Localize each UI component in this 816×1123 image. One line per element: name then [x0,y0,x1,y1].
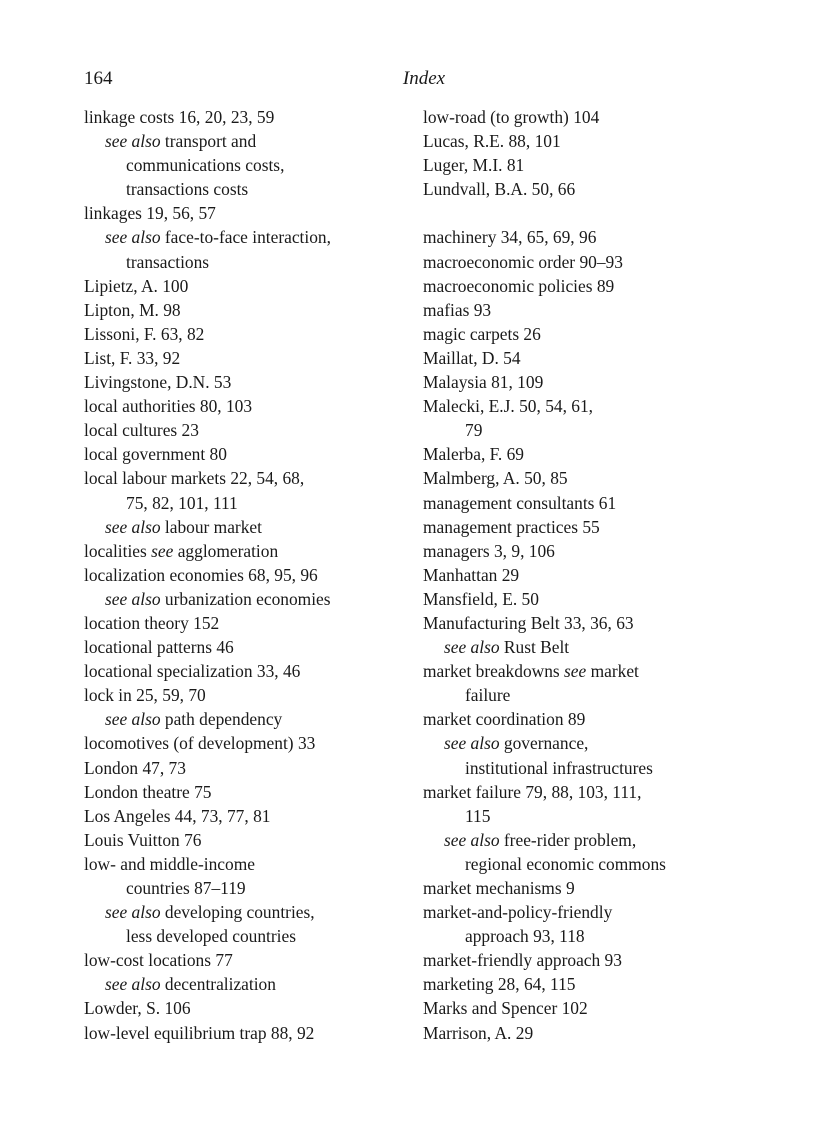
index-entry [423,587,743,611]
entry-reference: agglomeration [173,540,279,561]
index-entry [423,948,743,972]
index-entry [423,900,743,924]
see-also-label: see also [105,709,161,730]
page-header [84,68,734,96]
entry-text: London theatre 75 [84,781,212,802]
index-entry [423,972,743,996]
entry-text: management consultants 61 [423,492,617,513]
entry-text: approach 93, 118 [465,926,585,947]
index-entry [423,707,743,731]
entry-text: 75, 82, 101, 111 [126,492,238,513]
see-also-label: see also [105,588,161,609]
index-entry [84,780,404,804]
index-entry [84,659,404,683]
entry-text: market coordination 89 [423,709,586,730]
entry-text: Manufacturing Belt 33, 36, 63 [423,612,634,633]
index-entry [84,539,404,563]
index-entry [423,683,743,707]
entry-text: urbanization economies [160,588,331,609]
entry-text: low- and middle-income [84,853,255,874]
entry-text: marketing 28, 64, 115 [423,974,576,995]
index-entry [423,153,743,177]
entry-text: magic carpets 26 [423,323,541,344]
entry-text: low-cost locations 77 [84,950,233,971]
entry-text: local government 80 [84,444,227,465]
entry-text: Malerba, F. 69 [423,444,524,465]
index-entry [84,804,404,828]
see-also-label: see also [444,733,500,754]
index-entry [84,948,404,972]
index-entry [423,780,743,804]
entry-text: Lundvall, B.A. 50, 66 [423,179,576,200]
entry-text: Malecki, E.J. 50, 54, 61, [423,396,594,417]
entry-text: local cultures 23 [84,420,199,441]
index-entry [423,466,743,490]
index-entry [84,1021,404,1045]
entry-text: locomotives (of development) 33 [84,733,316,754]
entry-text: countries 87–119 [126,878,246,898]
see-also-label: see also [105,227,161,248]
index-entry [423,996,743,1020]
index-entry [84,683,404,707]
see-label: see [151,540,174,561]
entry-text: machinery 34, 65, 69, 96 [423,227,597,248]
index-entry [423,539,743,563]
index-entry [423,177,743,201]
letter-gap [423,201,743,225]
entry-text: lock in 25, 59, 70 [84,685,206,706]
entry-text: market failure 79, 88, 103, 111, [423,781,642,802]
index-column-left [84,105,404,1045]
entry-text: management practices 55 [423,516,600,537]
index-entry [423,635,743,659]
index-entry [84,707,404,731]
entry-text: less developed countries [126,926,296,947]
entry-text: market mechanisms 9 [423,878,575,898]
entry-text: Rust Belt [499,637,570,658]
index-entry [84,105,404,129]
entry-text: Lowder, S. 106 [84,998,191,1019]
index-entry [84,274,404,298]
index-entry [84,346,404,370]
entry-text: free-rider problem, [499,829,637,850]
index-entry [423,370,743,394]
index-entry [84,924,404,948]
index-entry [84,201,404,225]
index-entry [423,129,743,153]
entry-text: Lipton, M. 98 [84,299,181,320]
index-entry [423,491,743,515]
entry-text: managers 3, 9, 106 [423,540,555,561]
index-entry [423,828,743,852]
index-entry [423,250,743,274]
index-entry [84,466,404,490]
index-entry [84,129,404,153]
index-entry [84,587,404,611]
entry-text: Manhattan 29 [423,564,520,585]
entry-text: 115 [465,805,491,826]
index-entry [423,274,743,298]
index-entry [84,418,404,442]
index-entry [423,924,743,948]
entry-text: Maillat, D. 54 [423,347,521,368]
entry-text: Livingstone, D.N. 53 [84,372,232,393]
entry-text: labour market [160,516,262,537]
index-entry [423,852,743,876]
entry-text: transactions costs [126,179,249,200]
index-entry [84,370,404,394]
index-entry [84,153,404,177]
entry-text: locational specialization 33, 46 [84,661,301,682]
index-entry [84,876,404,900]
entry-text: 79 [465,420,483,441]
entry-text: low-level equilibrium trap 88, 92 [84,1022,315,1043]
index-entry [84,563,404,587]
entry-text: low-road (to growth) 104 [423,107,600,127]
entry-text: communications costs, [126,155,285,176]
entry-text: Louis Vuitton 76 [84,829,202,850]
index-entry [423,876,743,900]
entry-text: macroeconomic order 90–93 [423,251,623,272]
see-also-label: see also [105,516,161,537]
entry-text: governance, [499,733,589,754]
index-entry [423,563,743,587]
entry-text: path dependency [160,709,283,730]
entry-text: mafias 93 [423,299,492,320]
page-title: Index [402,68,446,89]
entry-text: linkage costs 16, 20, 23, 59 [84,107,275,127]
entry-text: transactions [126,251,210,272]
index-entry [84,996,404,1020]
see-label: see [564,661,587,682]
entry-text: face-to-face interaction, [160,227,331,248]
entry-text: decentralization [160,974,276,995]
index-entry [84,635,404,659]
entry-text: Marks and Spencer 102 [423,998,588,1019]
index-entry [423,1021,743,1045]
index-entry [423,442,743,466]
entry-text: linkages 19, 56, 57 [84,203,216,224]
see-also-label: see also [105,902,161,923]
index-entry [84,756,404,780]
entry-text: Luger, M.I. 81 [423,155,525,176]
entry-text: local labour markets 22, 54, 68, [84,468,305,489]
entry-text: Mansfield, E. 50 [423,588,539,609]
see-also-label: see also [444,637,500,658]
entry-text: Malaysia 81, 109 [423,372,544,393]
index-entry [84,852,404,876]
entry-text: institutional infrastructures [465,757,653,778]
index-entry [84,731,404,755]
index-column-right [423,105,743,1045]
entry-text: Los Angeles 44, 73, 77, 81 [84,805,271,826]
index-entry [84,515,404,539]
entry-text: Lucas, R.E. 88, 101 [423,131,561,152]
see-also-label: see also [444,829,500,850]
index-entry [423,298,743,322]
entry-text: macroeconomic policies 89 [423,275,615,296]
index-entry [84,491,404,515]
index-entry [423,611,743,635]
index-entry [84,298,404,322]
entry-text: Lissoni, F. 63, 82 [84,323,205,344]
entry-text: market breakdowns [423,661,565,682]
entry-text: market-friendly approach 93 [423,950,622,971]
entry-text: failure [465,685,511,706]
index-entry [84,250,404,274]
entry-reference: market [586,661,639,682]
index-entry [84,611,404,635]
index-entry [84,225,404,249]
entry-text: localities [84,540,152,561]
see-also-label: see also [105,131,161,152]
index-entry [423,394,743,418]
entry-text: Marrison, A. 29 [423,1022,534,1043]
index-entry [423,756,743,780]
index-entry [84,394,404,418]
index-entry [423,515,743,539]
entry-text: transport and [160,131,257,152]
entry-text: Malmberg, A. 50, 85 [423,468,568,489]
entry-text: London 47, 73 [84,757,186,778]
entry-text: developing countries, [160,902,315,923]
page-number: 164 [84,68,113,89]
entry-text: List, F. 33, 92 [84,347,181,368]
index-entry [423,804,743,828]
entry-text: location theory 152 [84,612,220,633]
index-entry [423,418,743,442]
index-entry [84,322,404,346]
entry-text: local authorities 80, 103 [84,396,253,417]
index-entry [84,900,404,924]
index-entry [423,105,743,129]
index-entry [423,659,743,683]
index-entry [423,322,743,346]
index-entry [423,346,743,370]
entry-text: market-and-policy-friendly [423,902,613,923]
entry-text: locational patterns 46 [84,637,234,658]
index-entry [423,731,743,755]
index-entry [84,177,404,201]
index-entry [84,972,404,996]
entry-text: regional economic commons [465,853,666,874]
index-entry [84,442,404,466]
entry-text: localization economies 68, 95, 96 [84,564,318,585]
index-entry [423,225,743,249]
see-also-label: see also [105,974,161,995]
index-entry [84,828,404,852]
entry-text: Lipietz, A. 100 [84,275,189,296]
